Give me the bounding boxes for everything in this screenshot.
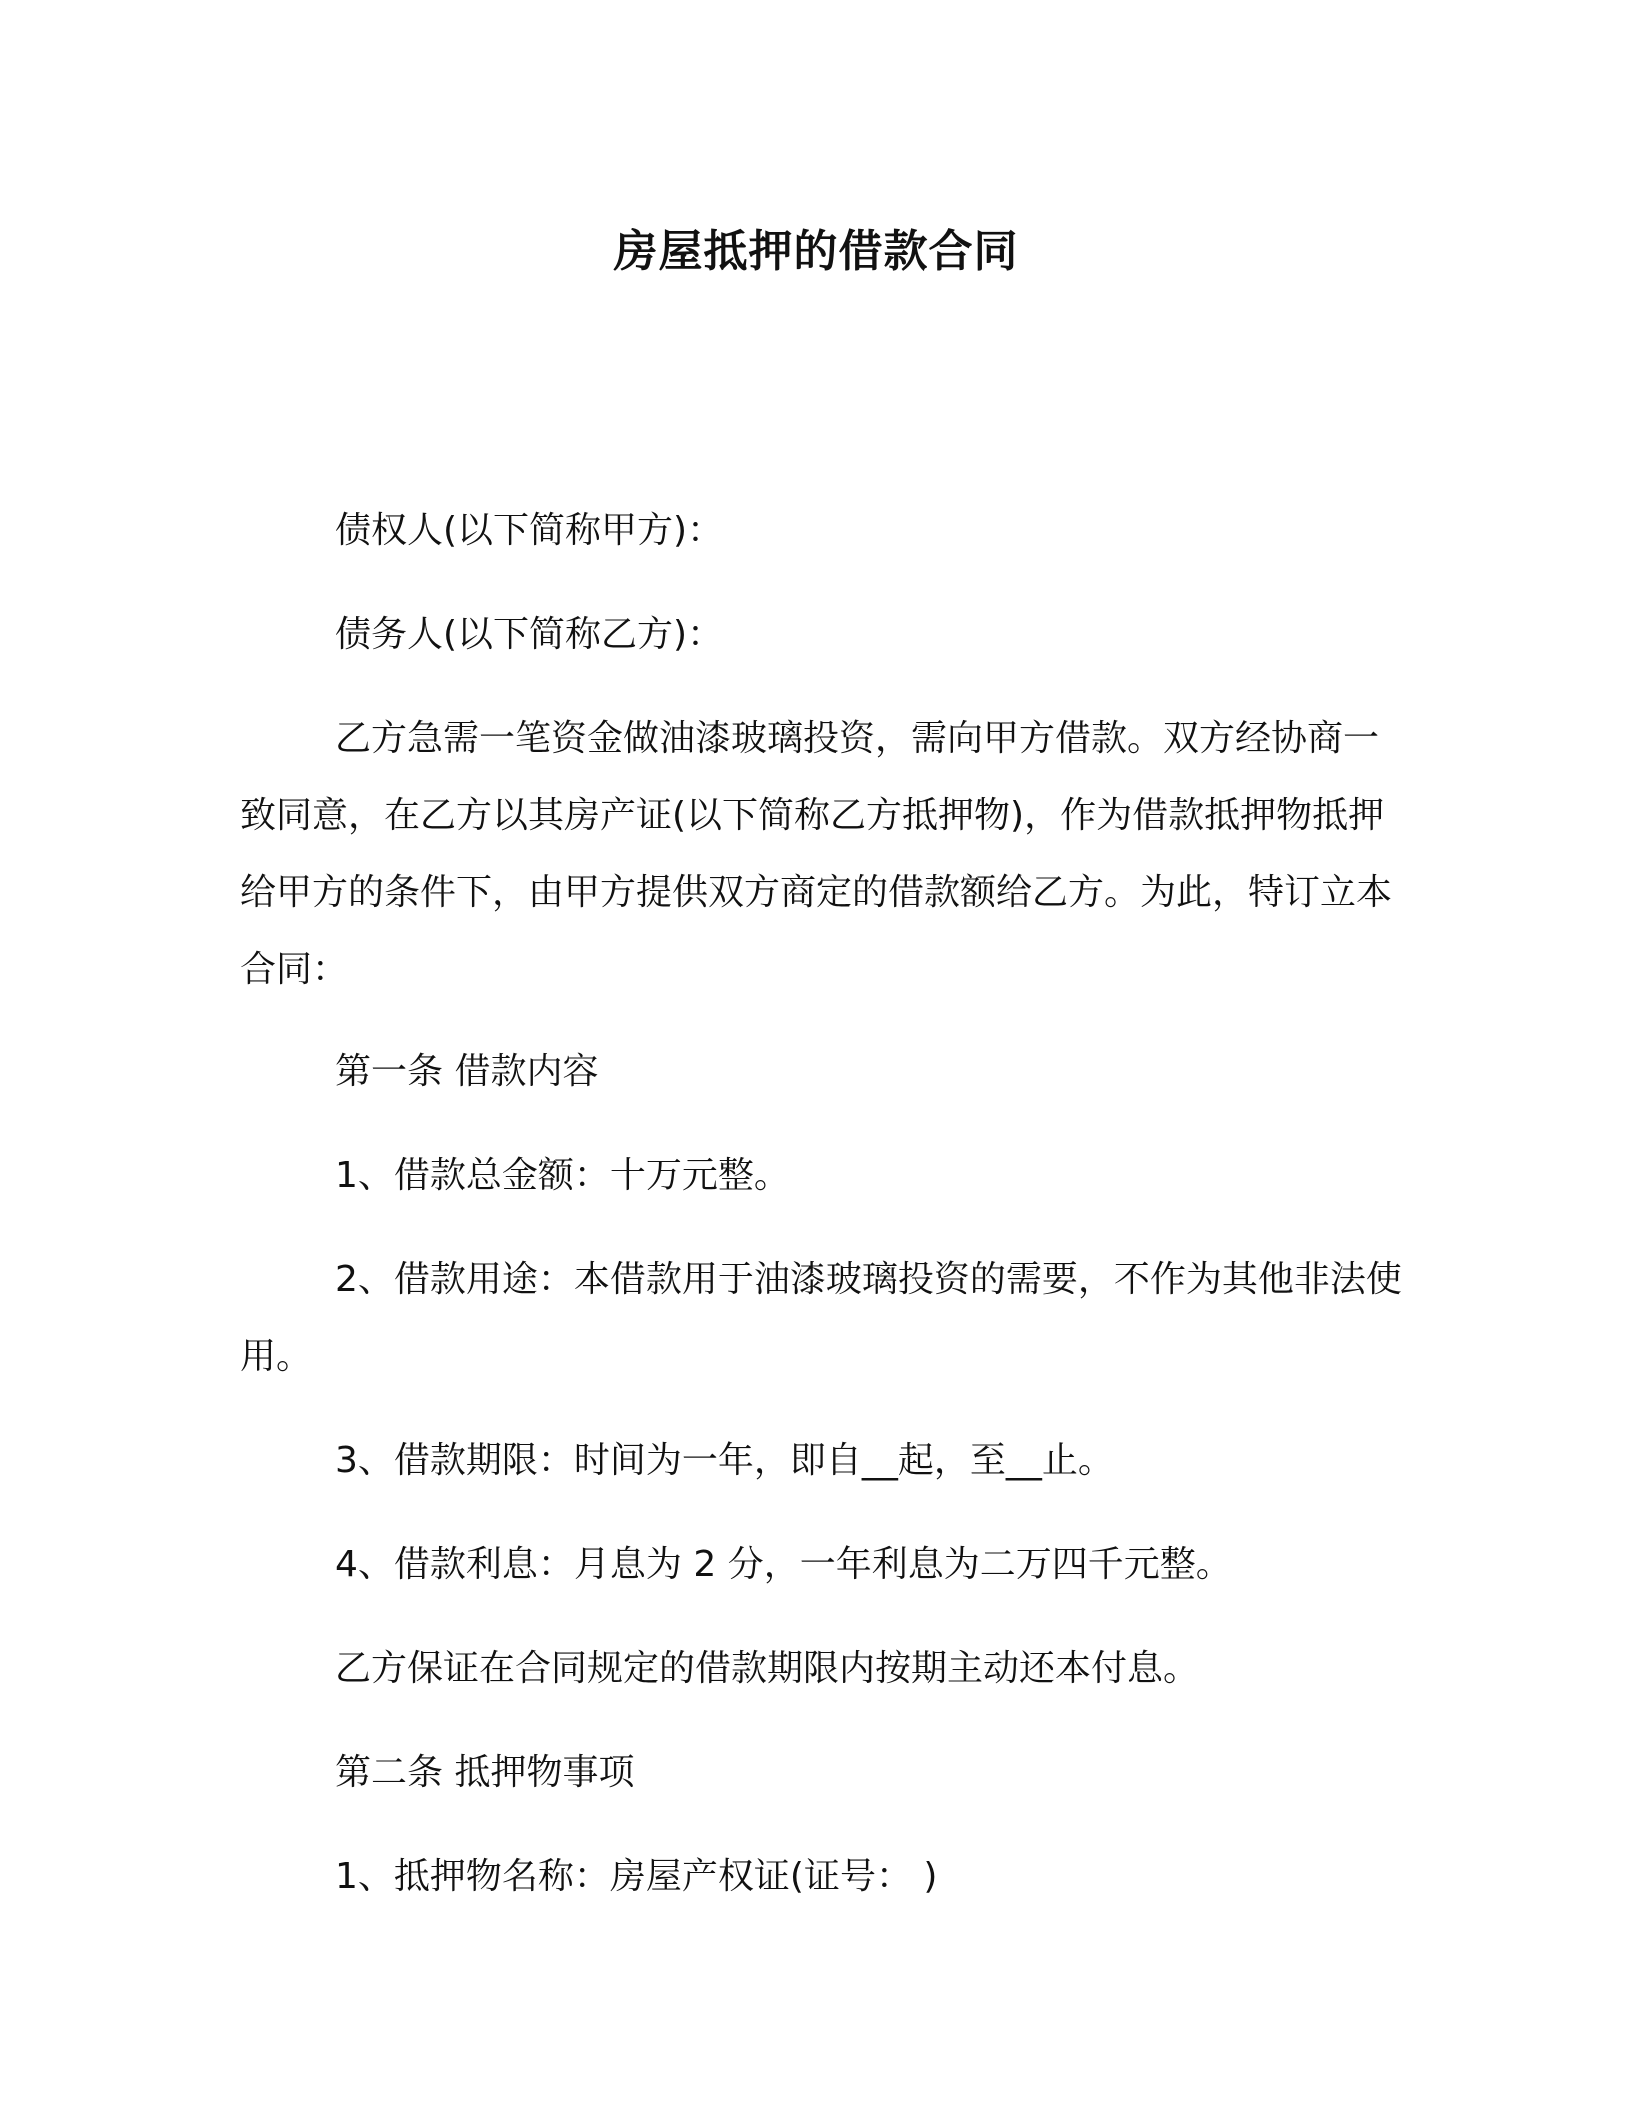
article-2-heading: 第二条 抵押物事项 [335, 1752, 635, 1793]
document-title: 房屋抵押的借款合同 [613, 226, 1019, 277]
clause-1-3: 3、借款期限：时间为一年，即自__起，至__止。 [335, 1440, 1114, 1481]
clause-1-1: 1、借款总金额：十万元整。 [335, 1155, 790, 1196]
clause-2-1: 1、抵押物名称：房屋产权证(证号： ) [335, 1856, 938, 1897]
clause-1-2: 2、借款用途：本借款用于油漆玻璃投资的需要，不作为其他非法使用。 [240, 1259, 1402, 1377]
repayment-guarantee: 乙方保证在合同规定的借款期限内按期主动还本付息。 [335, 1648, 1200, 1689]
clause-1-4: 4、借款利息：月息为 2 分，一年利息为二万四千元整。 [335, 1544, 1232, 1585]
preamble-paragraph: 乙方急需一笔资金做油漆玻璃投资，需向甲方借款。双方经协商一致同意，在乙方以其房产证(以下简称乙方抵押物)，作为借款抵押物抵押给甲方的条件下，由甲方提供双方商定的借款额给乙方。为此，特订立本合同： [240, 718, 1393, 990]
article-1-heading: 第一条 借款内容 [335, 1051, 599, 1092]
debtor-line: 债务人(以下简称乙方)： [335, 614, 724, 655]
creditor-line: 债权人(以下简称甲方)： [335, 510, 724, 551]
